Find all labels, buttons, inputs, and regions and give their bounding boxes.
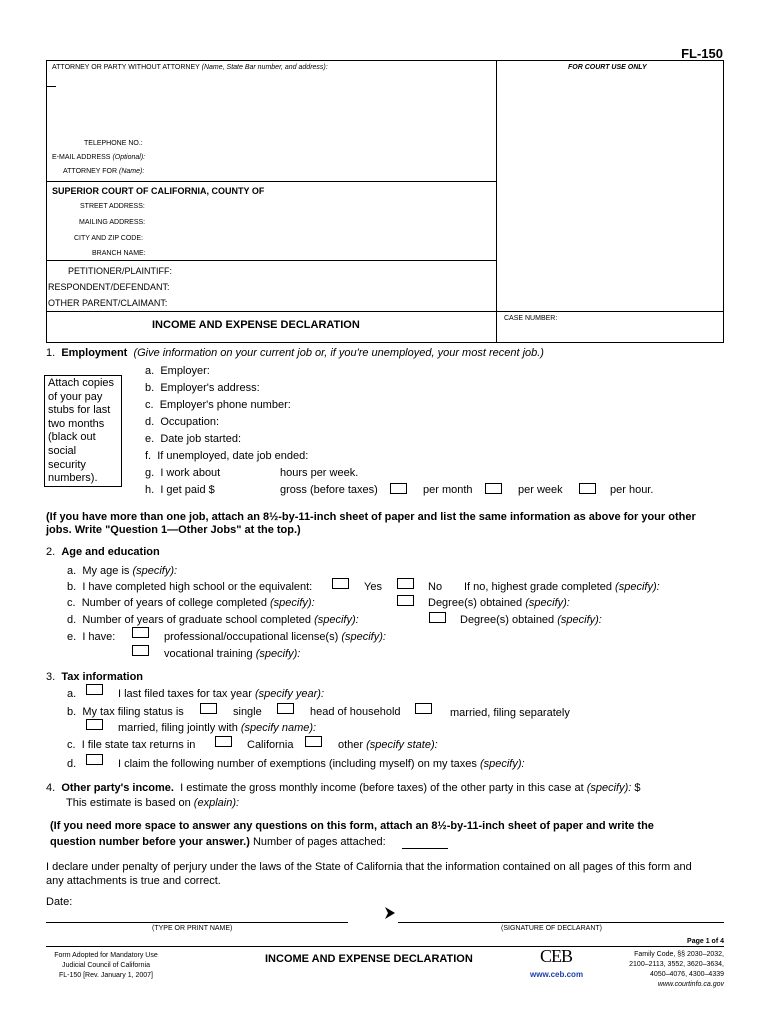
employer-phone-item: c. Employer's phone number:	[145, 399, 291, 411]
estimate-basis: This estimate is based on (explain):	[66, 797, 240, 809]
highest-grade-label: If no, highest grade completed (specify):	[464, 581, 660, 593]
married-separately-label: married, filing separately	[450, 707, 570, 719]
telephone-label: TELEPHONE NO.:	[84, 140, 143, 147]
degrees-label: Degree(s) obtained (specify):	[428, 597, 570, 609]
exemptions-label: I claim the following number of exemptions (including myself) on my taxes (specify):	[118, 758, 525, 770]
attach-paystubs-text: Attach copies of your pay stubs for last two months (black out social security numbers).	[48, 377, 115, 485]
grad-years-item: d. Number of years of graduate school completed (specify):	[67, 614, 359, 626]
attorney-label: ATTORNEY OR PARTY WITHOUT ATTORNEY (Name, State Bar number, and address):	[52, 64, 328, 71]
court-use-only: FOR COURT USE ONLY	[568, 64, 647, 71]
education-heading: 2. Age and education	[46, 546, 160, 558]
other-state-label: other (specify state):	[338, 739, 438, 751]
form-adopted: Form Adopted for Mandatory Use Judicial Council of California FL-150 [Rev. January 1, 2007]	[54, 952, 158, 979]
license-checkbox[interactable]	[132, 627, 149, 638]
street-address-label: STREET ADDRESS:	[80, 203, 145, 210]
head-of-household-label: head of household	[310, 706, 401, 718]
ceb-url[interactable]: www.ceb.com	[530, 970, 584, 979]
last-filed-label: I last filed taxes for tax year (specify year):	[118, 688, 325, 700]
gross-label: gross (before taxes)	[280, 484, 378, 496]
court-use-divider	[496, 60, 497, 343]
court-title: SUPERIOR COURT OF CALIFORNIA, COUNTY OF	[52, 186, 265, 196]
employer-item: a. Employer:	[145, 365, 210, 377]
exemptions-checkbox[interactable]	[86, 754, 103, 765]
case-number-label: CASE NUMBER:	[504, 315, 558, 322]
no-label: No	[428, 581, 443, 593]
married-jointly-checkbox[interactable]	[86, 719, 103, 730]
state-returns-item: c. I file state tax returns in	[67, 739, 196, 751]
date-label: Date:	[46, 896, 73, 908]
per-hour-label: per hour.	[610, 484, 654, 496]
married-jointly-label: married, filing jointly with (specify name):	[118, 722, 317, 734]
other-state-checkbox[interactable]	[305, 736, 322, 747]
form-id: FL-150	[681, 46, 723, 61]
page-number: Page 1 of 4	[687, 938, 724, 945]
email-label: E-MAIL ADDRESS (Optional):	[52, 154, 146, 161]
high-school-no-checkbox[interactable]	[397, 578, 414, 589]
per-month-label: per month	[423, 484, 473, 496]
signature-caption: (SIGNATURE OF DECLARANT)	[501, 925, 602, 932]
head-of-household-checkbox[interactable]	[277, 703, 294, 714]
respondent-label: RESPONDENT/DEFENDANT:	[48, 282, 170, 292]
age-item: a. My age is (specify):	[67, 565, 178, 577]
more-space-note-2: question number before your answer.) Number of pages attached:	[50, 836, 386, 848]
footer-title: INCOME AND EXPENSE DECLARATION	[265, 953, 473, 965]
document-title: INCOME AND EXPENSE DECLARATION	[152, 319, 360, 331]
pages-attached-line	[402, 848, 448, 849]
filing-status-item: b. My tax filing status is	[67, 706, 184, 718]
degrees-checkbox[interactable]	[397, 595, 414, 606]
print-name-caption: (TYPE OR PRINT NAME)	[152, 925, 233, 932]
yes-label: Yes	[364, 581, 382, 593]
pay-item: h. I get paid $	[145, 484, 215, 496]
tax-a-letter: a.	[67, 688, 77, 700]
california-checkbox[interactable]	[215, 736, 232, 747]
grad-degrees-label: Degree(s) obtained (specify):	[460, 614, 602, 626]
i-have-item: e. I have:	[67, 631, 116, 643]
tax-d-letter: d.	[67, 758, 77, 770]
tax-heading: 3. Tax information	[46, 671, 144, 683]
license-label: professional/occupational license(s) (specify):	[164, 631, 386, 643]
married-separately-checkbox[interactable]	[415, 703, 432, 714]
ceb-logo: CEB	[540, 946, 573, 966]
courtinfo-url[interactable]: www.courtinfo.ca.gov	[657, 981, 724, 988]
vocational-checkbox[interactable]	[132, 645, 149, 656]
last-filed-checkbox[interactable]	[86, 684, 103, 695]
grad-degrees-checkbox[interactable]	[429, 612, 446, 623]
declaration-line-2: any attachments is true and correct.	[46, 875, 221, 887]
per-week-label: per week	[518, 484, 563, 496]
employer-address-item: b. Employer's address:	[145, 382, 260, 394]
declaration-line-1: I declare under penalty of perjury under the laws of the State of California that the information contained on all pages of this form and	[46, 861, 692, 873]
other-jobs-note-1: (If you have more than one job, attach an 8½-by-11-inch sheet of paper and list the same information as above for your other	[46, 511, 696, 523]
signature-arrow-icon	[384, 906, 396, 920]
college-years-item: c. Number of years of college completed (specify):	[67, 597, 315, 609]
california-label: California	[247, 739, 294, 751]
high-school-yes-checkbox[interactable]	[332, 578, 349, 589]
branch-name-label: BRANCH NAME:	[92, 250, 146, 257]
date-ended-item: f. If unemployed, date job ended:	[145, 450, 309, 462]
print-name-line	[46, 922, 348, 923]
vocational-label: vocational training (specify):	[164, 648, 301, 660]
mailing-address-label: MAILING ADDRESS:	[79, 219, 146, 226]
high-school-item: b. I have completed high school or the equivalent:	[67, 581, 313, 593]
occupation-item: d. Occupation:	[145, 416, 220, 428]
petitioner-label: PETITIONER/PLAINTIFF:	[68, 266, 173, 276]
hours-per-week-label: hours per week.	[280, 467, 359, 479]
more-space-note-1: (If you need more space to answer any questions on this form, attach an 8½-by-11-inch sheet of paper and write the	[50, 820, 654, 832]
employment-heading: 1. Employment (Give information on your current job or, if you're unemployed, your most recent job.)	[46, 347, 544, 359]
other-jobs-note-2: jobs. Write "Question 1—Other Jobs" at the top.)	[46, 524, 301, 536]
other-parent-label: OTHER PARENT/CLAIMANT:	[48, 298, 168, 308]
single-checkbox[interactable]	[200, 703, 217, 714]
single-label: single	[233, 706, 262, 718]
attorney-for-label: ATTORNEY FOR (Name):	[63, 168, 145, 175]
hours-item: g. I work about	[145, 467, 221, 479]
city-zip-label: CITY AND ZIP CODE:	[74, 235, 143, 242]
per-week-checkbox[interactable]	[485, 483, 502, 494]
per-hour-checkbox[interactable]	[579, 483, 596, 494]
family-code-refs: Family Code, §§ 2030–2032, 2100–2113, 3552, 3620–3634, 4050–4076, 4300–4339 www.courtinfo.ca.gov	[629, 951, 724, 988]
date-started-item: e. Date job started:	[145, 433, 242, 445]
per-month-checkbox[interactable]	[390, 483, 407, 494]
other-party-heading: 4. Other party's income. I estimate the gross monthly income (before taxes) of the other party in this case at (specify): $	[46, 782, 641, 794]
signature-line	[398, 922, 724, 923]
